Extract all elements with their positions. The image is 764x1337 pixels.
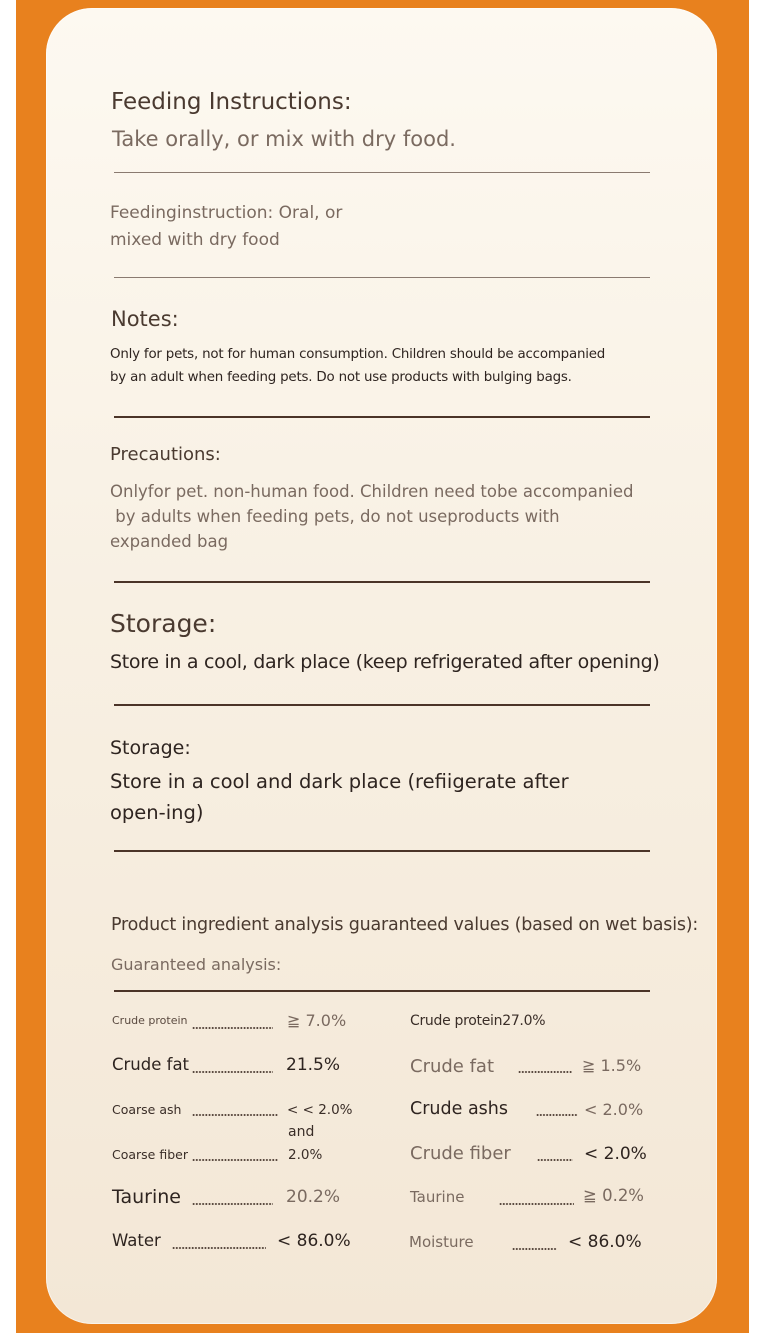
left-value-water: < 86.0% [277,1231,351,1251]
right-name-moisture: Moisture [409,1233,474,1251]
dot-leader [192,1070,273,1074]
feeding-heading: Feeding Instructions: [111,89,352,115]
analysis-subtitle: Guaranteed analysis: [111,955,282,974]
divider [114,172,650,173]
left-name-coarse-fiber: Coarse fiber [112,1147,188,1162]
dot-leader [536,1113,578,1117]
storage-heading: Storage: [110,609,217,638]
storage-alt-line1: Store in a cool and dark place (refiigerate after [110,770,569,793]
storage-alt-heading: Storage: [110,737,191,759]
notes-heading: Notes: [111,307,179,331]
divider [114,581,650,583]
feeding-alt-line1: Feedinginstruction: Oral, or [110,203,343,223]
dot-leader [192,1158,278,1162]
left-and: and [288,1124,315,1140]
precautions-heading: Precautions: [110,444,221,465]
analysis-title: Product ingredient analysis guaranteed values (based on wet basis): [111,915,699,935]
storage-alt-line2: open-ing) [110,801,204,824]
right-name-taurine: Taurine [410,1188,465,1206]
dot-leader [172,1246,266,1250]
precautions-line2: by adults when feeding pets, do not useproducts with [110,507,560,526]
left-name-taurine: Taurine [112,1186,181,1208]
left-value-crude-protein: ≧ 7.0% [287,1011,347,1030]
divider [114,990,650,992]
dot-leader [518,1070,572,1074]
dot-leader [512,1247,557,1251]
divider [114,850,650,852]
right-value-taurine: ≧ 0.2% [583,1186,644,1205]
dot-leader [192,1026,273,1030]
dot-leader [192,1202,273,1206]
left-value-taurine: 20.2% [286,1187,341,1207]
precautions-line1: Onlyfor pet. non-human food. Children need tobe accompanied [110,482,634,501]
storage-text: Store in a cool, dark place (keep refrigerated after opening) [110,651,660,673]
right-name-crude-ash: Crude ashs [410,1099,508,1119]
left-name-water: Water [112,1231,161,1250]
left-value-coarse-ash: < < 2.0% [287,1102,353,1118]
divider [114,704,650,706]
right-crude-protein: Crude protein27.0% [410,1013,546,1029]
notes-line1: Only for pets, not for human consumption. Children should be accompanied [110,347,606,362]
right-value-crude-ash: < 2.0% [584,1100,644,1119]
left-name-crude-protein: Crude protein [112,1014,188,1027]
right-value-moisture: < 86.0% [568,1232,642,1252]
precautions-line3: expanded bag [110,532,229,551]
dot-leader [192,1113,278,1117]
left-name-crude-fat: Crude fat [112,1055,190,1074]
right-value-crude-fat: ≧ 1.5% [582,1056,642,1075]
feeding-text: Take orally, or mix with dry food. [112,127,456,151]
right-name-crude-fat: Crude fat [410,1056,495,1077]
left-value-crude-fat: 21.5% [286,1055,341,1075]
left-name-coarse-ash: Coarse ash [112,1102,182,1117]
feeding-alt-line2: mixed with dry food [110,230,280,250]
divider [114,416,650,418]
dot-leader [537,1158,573,1162]
left-value-coarse-fiber: 2.0% [288,1147,323,1163]
dot-leader [499,1202,574,1206]
divider [114,277,650,278]
right-name-crude-fiber: Crude fiber [410,1143,511,1164]
right-value-crude-fiber: < 2.0% [584,1144,647,1164]
notes-line2: by an adult when feeding pets. Do not use products with bulging bags. [110,370,572,385]
